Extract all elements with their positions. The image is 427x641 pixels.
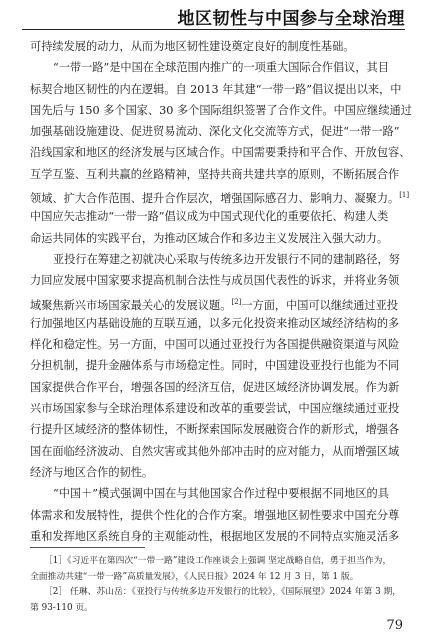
footnote-1: ［1］《习近平在第四次“一带一路”建设工作座谈会上强调 坚定战略自信，勇于担当作为，	[44, 556, 392, 566]
paragraph-line: 样化和稳定性。另一方面，中国可以通过亚投行为各国提供融资渠道与风险	[30, 338, 400, 352]
footnote-ref-1[interactable]: [1]	[399, 191, 410, 200]
footnotes	[30, 554, 400, 616]
paragraph-line: 互学互鉴、互利共赢的丝路精神，坚持共商共建共享的原则，不断拓展合作	[30, 167, 400, 181]
running-header-title: 地区韧性与中国参与全球治理	[177, 9, 405, 29]
paragraph-line: 行提升区域经济的整体韧性，不断探索国际发展融资合作的新形式，增强各	[30, 423, 400, 437]
footnote-ref-2[interactable]: [2]	[231, 297, 242, 306]
paragraph-line: 体需求和发展特性，提供个性化的合作方案。增强地区韧性要求中国充分尊	[30, 508, 400, 522]
paragraph-line: 国在面临经济波动、自然灾害或其他外部冲击时的应对能力，从而增强区域	[30, 444, 400, 458]
paragraph-line: 行加强地区内基础设施的互联互通，以多元化投资来推动区域经济结构的多	[30, 316, 400, 330]
paragraph-line	[30, 292, 400, 313]
paragraph-line: 重和发挥地区系统自身的主观能动性，根据地区发展的不同特点实施灵活多	[30, 529, 400, 543]
paragraph-line: 命运共同体的实践平台，为推动区域合作和多边主义发展注入强大动力。	[30, 231, 389, 245]
paragraph-line: 力回应发展中国家要求提高机制合法性与成员国代表性的诉求，并将业务领	[30, 274, 400, 288]
footnote-divider	[30, 547, 145, 548]
paragraph-line	[30, 185, 410, 206]
footnote-1-cont: 全面推动共建“一带一路”高质量发展》，《人民日报》2024 年 12 月 3 日，第 1 版。	[30, 571, 359, 582]
running-header	[0, 0, 427, 30]
body-text	[30, 36, 412, 547]
paragraph-line: 国家提供合作平台，增强各国的经济互信，促进区域经济协调发展。作为新	[30, 380, 400, 394]
footnote-2: ［2］ 任琳、苏山岳：《亚投行与传统多边开发银行的比较》，《国际展望》2024 年第 3 期，	[44, 587, 402, 597]
paragraph-line: 经济与地区合作的韧性。	[30, 465, 154, 479]
paragraph-line: 亚投行在筹建之初就决心采取与传统多边开发银行不同的建制路径，努	[53, 252, 400, 266]
paragraph-line-text: 域聚焦新兴市场国家最关心的发展议题。	[30, 298, 232, 312]
header-rule	[22, 29, 405, 30]
paragraph-line: 加强基础设施建设、促进贸易流动、深化文化交流等方式，促进“一带一路”	[30, 125, 400, 139]
paragraph-line: 中国应矢志推动“一带一路”倡议成为中国式现代化的重要依托、构建人类	[30, 210, 389, 224]
paragraph-line: 分担机制，提升金融体系与市场稳定性。同时，中国建设亚投行也能为不同	[30, 359, 400, 373]
paragraph-line: 标契合地区韧性的内在逻辑。自 2013 年其建“一带一路”倡议提出以来，中	[30, 82, 402, 96]
paragraph-line-text: 一方面，中国可以继续通过亚投	[241, 298, 398, 312]
paragraph-line: 可持续发展的动力，从而为地区韧性建设奠定良好的制度性基础。	[30, 40, 355, 53]
paragraph-line: 兴市场国家参与全球治理体系建设和改革的重要尝试，中国应继续通过亚投	[30, 402, 400, 416]
paragraph-line: 国先后与 150 多个国家、30 多个国际组织签署了合作文件。中国应继续通过	[30, 103, 412, 117]
paragraph-line: “中国＋”模式强调中国在与其他国家合作过程中要根据不同地区的具	[53, 487, 389, 501]
paragraph-line-text: 领域、扩大合作范围、提升合作层次，增强国际感召力、影响力、凝聚力。	[30, 192, 400, 206]
page-number: 79	[386, 618, 403, 633]
footnote-2-cont: 第 93-110 页。	[30, 602, 93, 613]
paragraph-line: 沿线国家和地区的经济发展与区域合作。中国需要秉持和平合作、开放包容、	[30, 146, 411, 160]
paragraph-line: “一带一路”是中国在全球范围内推广的一项重大国际合作倡议，其目	[53, 61, 389, 75]
